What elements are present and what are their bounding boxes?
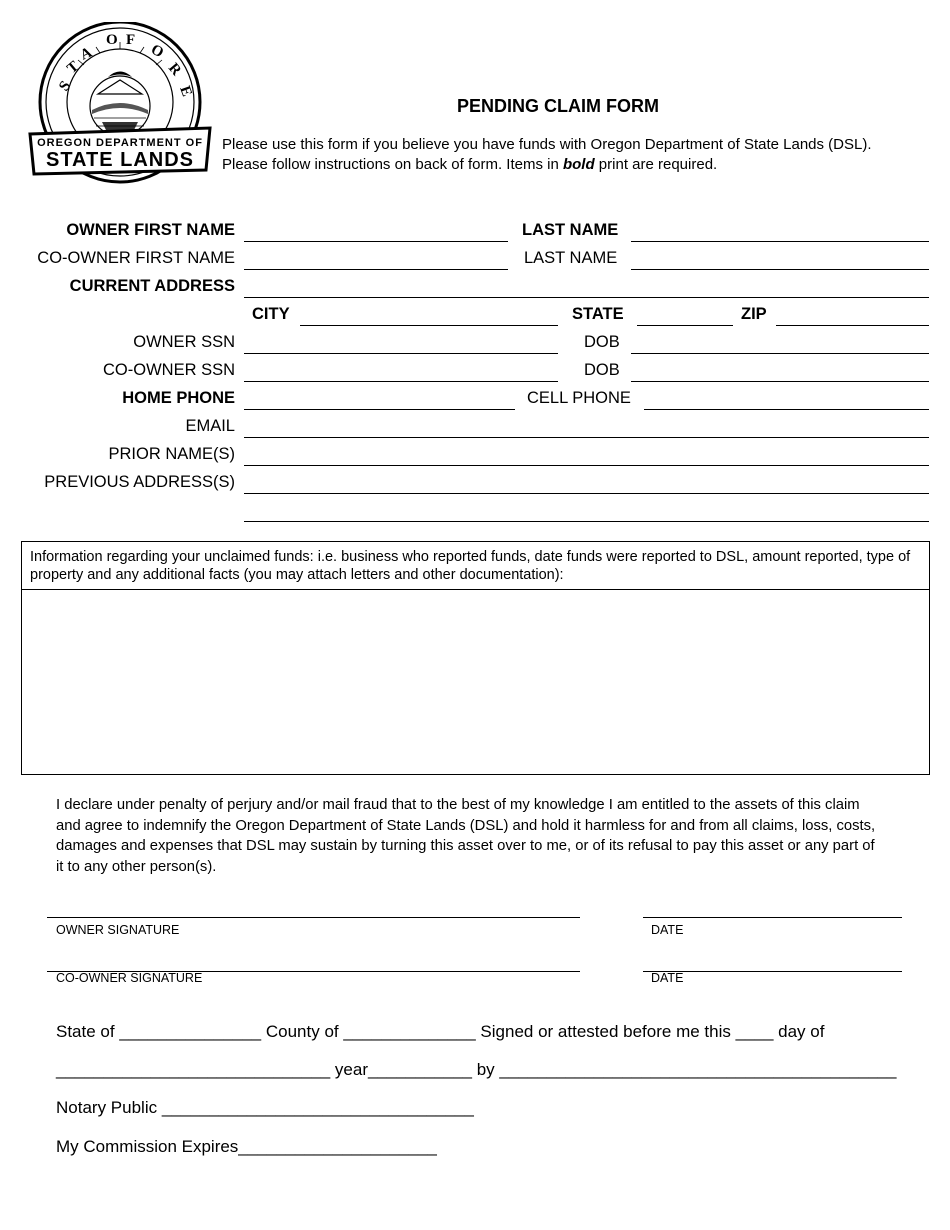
co-owner-ssn-label: CO-OWNER SSN [103,361,235,379]
current-address-label: CURRENT ADDRESS [69,277,235,295]
declaration-text: I declare under penalty of perjury and/or mail fraud that to the best of my knowledge I am entitled to the assets of this claim and agree to indemnify the Oregon Department of State Lands (DSL) and hold it harmless for and from all claims, loss, costs, damages and expenses that DSL may sustain by turning this asset over to me, or of its refusal to pay this asset or any part of it to any other person(s). [56,797,876,875]
prior-names-label: PRIOR NAME(S) [108,445,235,463]
owner-date-line[interactable] [643,917,902,918]
zip-label: ZIP [741,305,767,323]
owner-signature-label: OWNER SIGNATURE [56,923,180,937]
svg-text:E: E [176,83,195,99]
co-owner-signature-label: CO-OWNER SIGNATURE [56,971,203,985]
owner-date-label: DATE [651,923,684,937]
owner-dob-field[interactable] [631,353,929,354]
owner-dob-label: DOB [584,333,620,351]
city-field[interactable] [300,325,558,326]
svg-text:O: O [106,32,118,48]
owner-first-name-field[interactable] [244,241,508,242]
state-field[interactable] [637,325,733,326]
co-owner-first-name-label: CO-OWNER FIRST NAME [37,249,235,267]
notary-year-by-line[interactable]: _____________________________ year___________ by __________________________________________ [56,1060,897,1079]
form-instructions [222,135,912,175]
intro-text-1: Please use this form if you believe you have funds with Oregon Department of State Lands (DSL). Please follow instructions on back of form. Items in [222,136,872,173]
svg-text:R: R [164,60,185,79]
co-owner-last-name-field[interactable] [631,269,929,270]
co-owner-date-label: DATE [651,971,684,985]
notary-public-line[interactable]: Notary Public _________________________________ [56,1098,474,1117]
previous-addresses-field[interactable] [244,493,929,494]
owner-ssn-label: OWNER SSN [133,333,235,351]
notary-state-county-line[interactable]: State of _______________ County of ______________ Signed or attested before me this ____ day of [56,1022,825,1041]
zip-field[interactable] [776,325,929,326]
cell-phone-label: CELL PHONE [527,389,631,407]
svg-text:O: O [148,41,167,62]
unclaimed-funds-info-box [21,541,930,775]
cell-phone-field[interactable] [644,409,929,410]
city-label: CITY [252,305,290,323]
co-owner-dob-label: DOB [584,361,620,379]
svg-text:T: T [64,58,83,78]
svg-text:A: A [77,44,95,64]
home-phone-field[interactable] [244,409,515,410]
previous-addresses-field-2[interactable] [244,521,929,522]
email-label: EMAIL [185,417,235,435]
commission-expires-line[interactable]: My Commission Expires_____________________ [56,1137,437,1156]
current-address-field[interactable] [244,297,929,298]
previous-addresses-label: PREVIOUS ADDRESS(S) [44,473,235,491]
svg-text:F: F [126,32,136,48]
owner-signature-line[interactable] [47,917,580,918]
owner-last-name-field[interactable] [631,241,929,242]
owner-ssn-field[interactable] [244,353,558,354]
svg-text:STATE LANDS: STATE LANDS [45,149,195,171]
intro-text-2: print are required. [594,156,718,173]
svg-text:OREGON DEPARTMENT OF: OREGON DEPARTMENT OF [37,137,203,149]
email-field[interactable] [244,437,929,438]
state-label: STATE [572,305,624,323]
svg-text:S: S [56,78,75,95]
co-owner-dob-field[interactable] [631,381,929,382]
co-owner-ssn-field[interactable] [244,381,558,382]
co-owner-last-name-label: LAST NAME [524,249,618,267]
prior-names-field[interactable] [244,465,929,466]
form-title: PENDING CLAIM FORM [457,96,659,116]
intro-bold-text: bold [562,156,595,173]
info-box-heading: Information regarding your unclaimed funds: i.e. business who reported funds, date funds were reported to DSL, amount reported, type of property and any additional facts (you may attach letters and other documentation): [22,542,929,590]
owner-first-name-label: OWNER FIRST NAME [66,221,235,239]
co-owner-first-name-field[interactable] [244,269,508,270]
home-phone-label: HOME PHONE [122,389,235,407]
last-name-label: LAST NAME [522,221,619,239]
info-box-textarea[interactable] [22,590,929,774]
